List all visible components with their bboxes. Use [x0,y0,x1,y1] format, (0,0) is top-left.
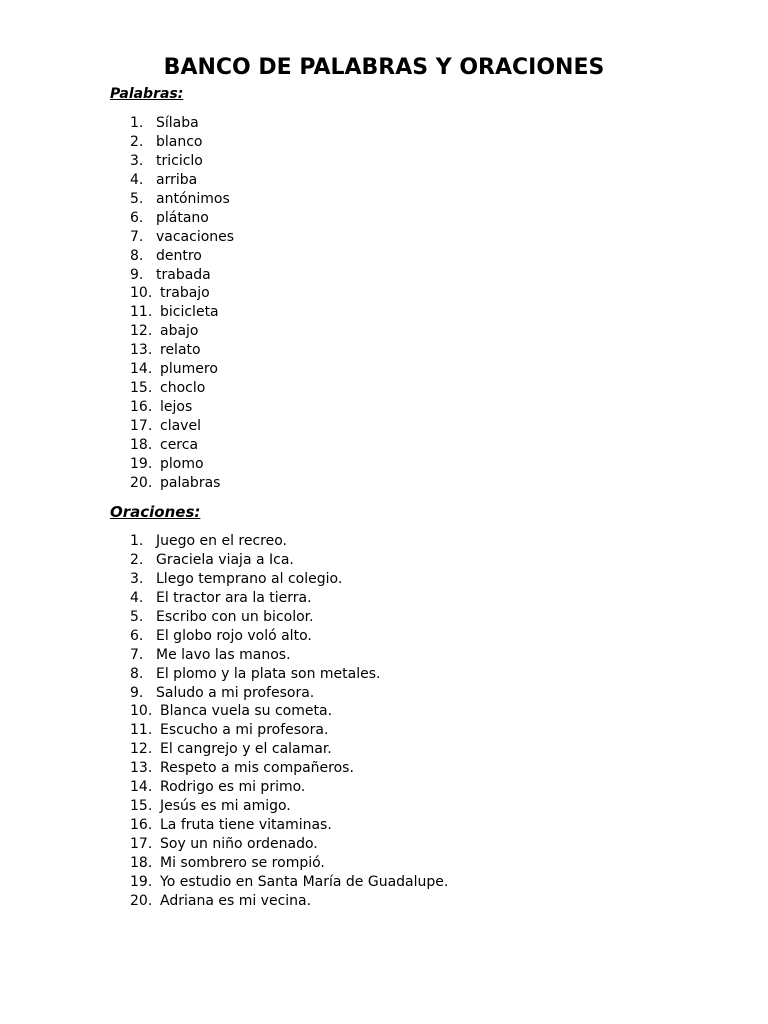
oracion-item-number: 12. [130,741,153,758]
oracion-item [130,854,448,873]
palabra-item-number: 20. [130,474,153,491]
palabra-item [130,398,234,417]
oracion-item-number: 1. [130,533,144,549]
oraciones-heading: Oraciones: [110,503,201,521]
oracion-item [130,570,448,589]
oracion-item-number: 11. [130,722,153,739]
oracion-item [130,608,448,627]
oracion-item-number: 4. [130,589,144,606]
oracion-item-text: El cangrejo y el calamar. [160,741,332,758]
palabra-item-text: blanco [156,133,203,150]
palabra-item-text: plumero [160,361,218,378]
palabra-item [130,436,234,455]
oracion-item-number: 15. [130,798,153,815]
palabra-item-text: arriba [156,171,198,188]
oracion-item-number: 20. [130,892,153,909]
oracion-item-text: Mi sombrero se rompió. [160,854,325,871]
palabra-item [130,417,234,436]
oracion-item-text: El tractor ara la tierra. [156,589,312,606]
palabra-item-number: 12. [130,323,153,340]
palabra-item [130,209,234,228]
palabra-item [130,360,234,379]
palabra-item-text: clavel [160,418,201,434]
palabra-item [130,266,234,285]
oracion-item [130,684,448,703]
palabra-item-text: bicicleta [160,304,219,321]
palabra-item-text: lejos [160,399,193,416]
oraciones-list [130,532,448,911]
palabra-item-text: vacaciones [156,228,235,245]
oracion-item-text: Graciela viaja a Ica. [156,551,294,568]
palabra-item-number: 10. [130,285,153,302]
oracion-item [130,892,448,911]
palabra-item [130,114,234,133]
oracion-item-number: 5. [130,608,144,625]
oracion-item-text: Blanca vuela su cometa. [160,703,333,720]
palabras-heading: Palabras: [110,86,184,102]
palabra-item-text: choclo [160,380,206,397]
oracion-item-text: Saludo a mi profesora. [156,684,315,701]
palabra-item-number: 7. [130,228,144,245]
oracion-item-number: 17. [130,836,153,852]
palabra-item [130,190,234,209]
oracion-item-text: Juego en el recreo. [156,533,287,549]
palabra-item [130,455,234,474]
palabra-item-text: plátano [156,209,209,226]
oracion-item-number: 18. [130,854,153,871]
oracion-item [130,759,448,778]
oracion-item-number: 9. [130,684,144,701]
oracion-item-text: Me lavo las manos. [156,646,291,663]
palabra-item-text: plomo [160,455,204,472]
oracion-item-text: El plomo y la plata son metales. [156,665,381,682]
palabra-item-number: 14. [130,361,153,378]
oracion-item [130,665,448,684]
palabra-item-number: 15. [130,380,153,397]
palabra-item-text: dentro [156,247,202,264]
oracion-item-number: 10. [130,703,153,720]
oracion-item [130,778,448,797]
palabra-item [130,474,234,493]
palabra-item [130,284,234,303]
palabras-list [130,114,234,493]
oracion-item [130,589,448,608]
palabra-item [130,171,234,190]
palabra-item-text: cerca [160,436,199,453]
oracion-item [130,721,448,740]
oracion-item [130,627,448,646]
palabra-item-number: 6. [130,209,144,226]
oracion-item-text: Jesús es mi amigo. [160,798,291,815]
palabra-item [130,341,234,360]
palabra-item-number: 3. [130,152,144,169]
oracion-item-text: Llego temprano al colegio. [156,570,343,587]
palabra-item-number: 1. [130,115,144,131]
palabra-item-number: 11. [130,304,153,321]
oracion-item-number: 14. [130,779,153,796]
oracion-item [130,532,448,551]
oracion-item [130,873,448,892]
palabra-item-text: Sílaba [156,115,199,131]
oracion-item-text: Soy un niño ordenado. [160,836,318,852]
palabra-item-number: 5. [130,190,144,207]
palabra-item-text: antónimos [156,190,230,207]
palabra-item [130,322,234,341]
oracion-item-number: 8. [130,665,144,682]
oracion-item-text: Escribo con un bicolor. [156,608,314,625]
palabra-item-text: abajo [160,323,199,340]
palabra-item [130,228,234,247]
palabra-item-number: 9. [130,266,144,283]
palabra-item-number: 17. [130,418,153,434]
oracion-item-number: 16. [130,817,153,834]
palabra-item [130,303,234,322]
palabra-item-number: 18. [130,436,153,453]
palabra-item-text: palabras [160,474,221,491]
oracion-item [130,702,448,721]
palabra-item-number: 8. [130,247,144,264]
oracion-item-number: 19. [130,873,153,890]
palabra-item-number: 19. [130,455,153,472]
oracion-item-text: Escucho a mi profesora. [160,722,329,739]
palabra-item [130,379,234,398]
oracion-item-text: Respeto a mis compañeros. [160,760,354,777]
oracion-item-text: Yo estudio en Santa María de Guadalupe. [160,873,449,890]
palabra-item [130,133,234,152]
oracion-item-number: 2. [130,551,144,568]
oracion-item [130,551,448,570]
palabra-item-number: 13. [130,342,153,359]
oracion-item-text: La fruta tiene vitaminas. [160,817,332,834]
oracion-item-number: 13. [130,760,153,777]
palabra-item-number: 16. [130,399,153,416]
palabra-item-text: trabada [156,266,211,283]
palabra-item [130,247,234,266]
palabra-item-text: relato [160,342,201,359]
palabra-item-number: 4. [130,171,144,188]
oracion-item-number: 3. [130,570,144,587]
oracion-item [130,740,448,759]
page-title: BANCO DE PALABRAS Y ORACIONES [163,55,605,80]
oracion-item-text: Adriana es mi vecina. [160,892,312,909]
oracion-item [130,835,448,854]
oracion-item [130,797,448,816]
oracion-item-number: 7. [130,646,144,663]
oracion-item [130,646,448,665]
oracion-item [130,816,448,835]
palabra-item-text: trabajo [160,285,210,302]
palabra-item-number: 2. [130,133,144,150]
palabra-item [130,152,234,171]
oracion-item-text: Rodrigo es mi primo. [160,779,306,796]
palabra-item-text: triciclo [156,152,203,169]
oracion-item-text: El globo rojo voló alto. [156,627,312,644]
oracion-item-number: 6. [130,627,144,644]
